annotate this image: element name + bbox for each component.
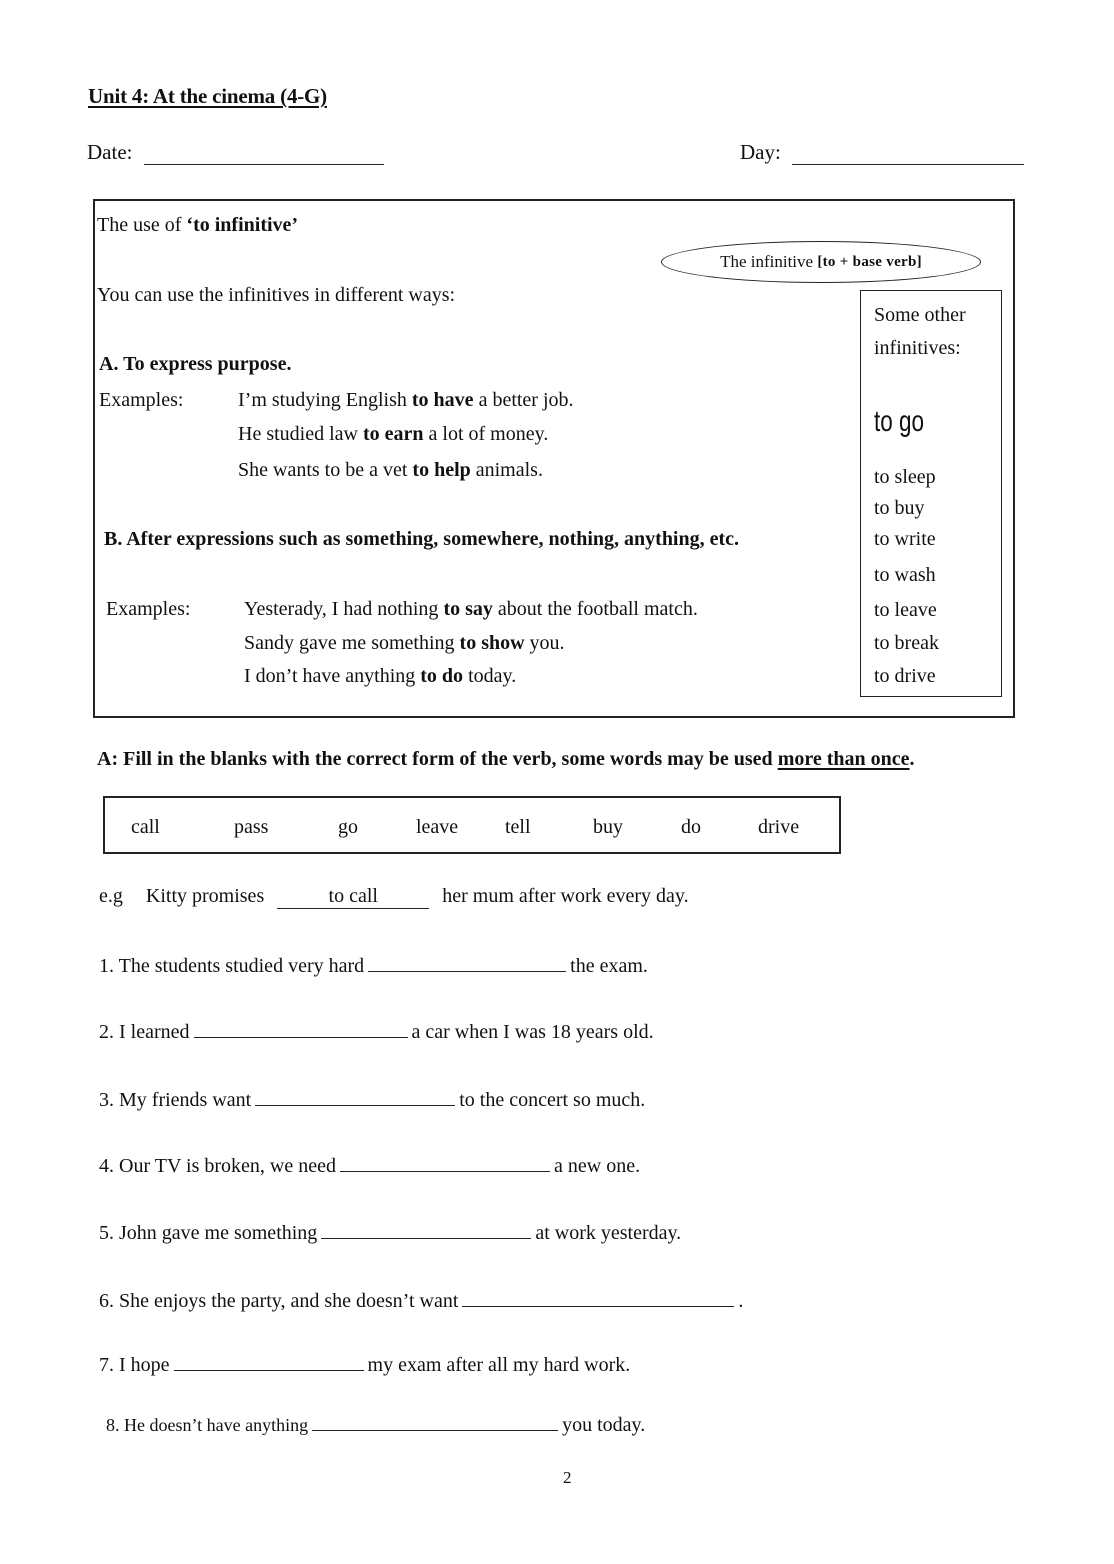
infinitive-definition-oval: The infinitive [to + base verb] [661,241,981,283]
answer-blank-4[interactable] [340,1151,550,1172]
answer-blank-3[interactable] [255,1085,455,1106]
word-bank-item: call [131,816,160,838]
example-b-2: Sandy gave me something to show you. [244,632,565,654]
example-sentence: e.g Kitty promises to call her mum after work every day. [99,885,689,907]
word-bank-item: do [681,816,701,838]
side-box-heading-1: Some other [874,304,966,326]
question-6: 6. She enjoys the party, and she doesn’t want . [99,1286,743,1313]
side-box-item: to sleep [874,466,936,488]
example-a-1: I’m studying English to have a better job. [238,389,574,411]
grammar-heading: The use of ‘to infinitive’ [97,214,299,236]
example-answer: to call [277,885,429,909]
example-a-3: She wants to be a vet to help animals. [238,459,543,481]
word-bank-item: pass [234,816,269,838]
answer-blank-8[interactable] [312,1410,558,1431]
date-field [87,140,384,165]
example-a-2: He studied law to earn a lot of money. [238,423,549,445]
side-box-item: to leave [874,599,937,621]
example-b-3: I don’t have anything to do today. [244,665,517,687]
section-a-examples-label: Examples: [99,389,184,411]
word-bank-item: drive [758,816,800,838]
question-7: 7. I hope my exam after all my hard work. [99,1350,630,1377]
answer-blank-1[interactable] [368,951,566,972]
page-number: 2 [563,1468,572,1487]
question-8: 8. He doesn’t have anything you today. [106,1410,645,1437]
question-2: 2. I learned a car when I was 18 years old. [99,1017,654,1044]
question-1: 1. The students studied very hard the exam. [99,951,648,978]
section-a-heading: A. To express purpose. [99,353,292,375]
example-b-1: Yesterady, I had nothing to say about the football match. [244,598,698,620]
worksheet-title: Unit 4: At the cinema (4-G) [88,84,327,108]
question-5: 5. John gave me something at work yesterday. [99,1218,681,1245]
side-box-item: to write [874,528,936,550]
word-bank-item: tell [505,816,531,838]
question-4: 4. Our TV is broken, we need a new one. [99,1151,640,1178]
answer-blank-5[interactable] [321,1218,531,1239]
day-field [740,140,1024,165]
side-box-featured: to go [874,405,925,438]
grammar-intro: You can use the infinitives in different ways: [97,284,456,306]
answer-blank-7[interactable] [174,1350,364,1371]
side-box-item: to drive [874,665,936,687]
day-input-line[interactable] [792,142,1024,165]
answer-blank-2[interactable] [194,1017,408,1038]
word-bank [103,796,841,854]
section-b-examples-label: Examples: [106,598,191,620]
word-bank-item: buy [593,816,623,838]
exercise-instruction: A: Fill in the blanks with the correct form of the verb, some words may be used more than once. [97,748,915,770]
side-box-item: to break [874,632,939,654]
date-label: Date: [87,140,133,164]
side-box-heading-2: infinitives: [874,337,961,359]
side-box-item: to wash [874,564,936,586]
question-3: 3. My friends want to the concert so much. [99,1085,645,1112]
answer-blank-6[interactable] [462,1286,734,1307]
word-bank-item: go [338,816,358,838]
word-bank-item: leave [416,816,459,838]
side-box-item: to buy [874,497,925,519]
section-b-heading: B. After expressions such as something, somewhere, nothing, anything, etc. [104,528,740,550]
day-label: Day: [740,140,781,164]
date-input-line[interactable] [144,142,384,165]
